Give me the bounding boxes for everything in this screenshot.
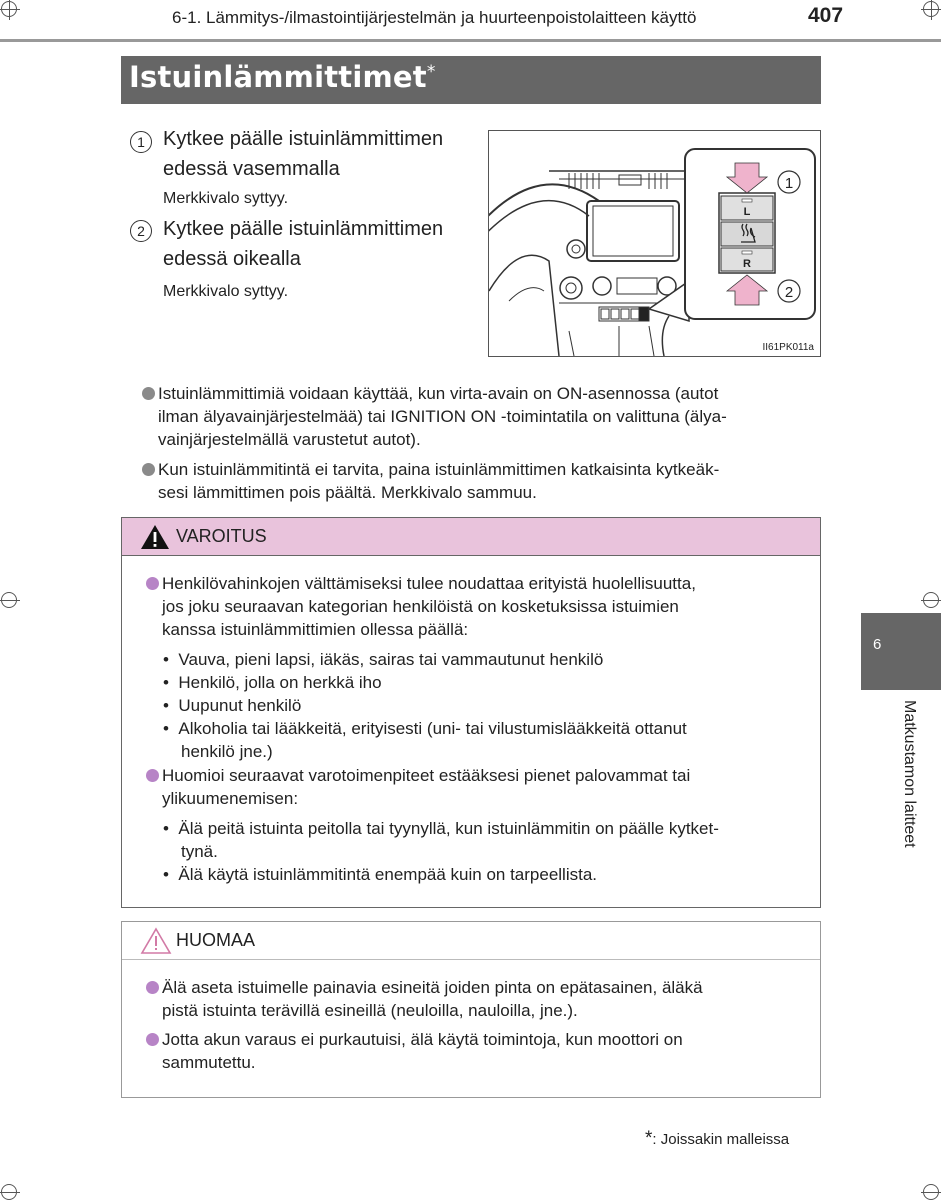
list-item: • Alkoholia tai lääkkeitä, erityisesti (uni- tai vilustumislääkkeitä ottanut <box>163 719 687 738</box>
footnote-mark: * <box>645 1128 653 1149</box>
note-line: ilman älyavainjärjestelmää) tai IGNITION ON -toimintatila on valittuna (älya- <box>158 407 727 426</box>
list-item-continuation: tynä. <box>181 842 218 861</box>
warning-label: VAROITUS <box>176 526 267 546</box>
note-paragraph <box>142 382 822 451</box>
section-asterisk: * <box>426 62 436 82</box>
switch-label-left: L <box>743 206 751 218</box>
running-header: 6-1. Lämmitys-/ilmastointijärjestelmän ja huurteenpoistolaitteen käyttö <box>172 8 697 27</box>
bullet-dot-icon <box>146 1033 159 1046</box>
callout-number: 1 <box>784 175 794 192</box>
crop-mark <box>1 1 17 17</box>
notice-line: pistä istuinta terävillä esineillä (neuloilla, nauloilla, jne.). <box>162 1001 578 1020</box>
note-line: vainjärjestelmällä varustetut autot). <box>158 430 421 449</box>
crop-mark <box>923 1 939 17</box>
item-title <box>163 124 443 184</box>
footnote <box>645 1128 789 1150</box>
notice-paragraph <box>146 1028 812 1074</box>
item-subtext: Merkkivalo syttyy. <box>163 283 289 300</box>
warning-line <box>146 572 812 595</box>
warning-paragraph <box>146 572 812 641</box>
section-title <box>129 60 436 94</box>
notice-label: HUOMAA <box>176 930 256 950</box>
crop-mark <box>923 1184 939 1200</box>
header-divider <box>0 39 941 42</box>
item-number-badge: 1 <box>130 131 152 153</box>
warning-line: jos joku seuraavan kategorian henkilöistä on kosketuksissa istuimien <box>162 597 679 616</box>
note-text: Kun istuinlämmitintä ei tarvita, paina istuinlämmittimen katkaisinta kytkeäk- <box>158 460 720 479</box>
bullet-dot-icon <box>146 769 159 782</box>
item-number-badge: 2 <box>130 220 152 242</box>
warning-list <box>163 648 813 763</box>
list-item-continuation: henkilö jne.) <box>181 742 273 761</box>
caution-triangle-icon <box>140 927 172 955</box>
notice-text: Älä aseta istuimelle painavia esineitä joiden pinta on epätasainen, äläkä <box>162 978 703 997</box>
warning-paragraph <box>146 764 812 810</box>
dashboard-drawing <box>489 131 820 356</box>
crop-mark <box>1 1184 17 1200</box>
item-subtext: Merkkivalo syttyy. <box>163 190 289 207</box>
notice-paragraph <box>146 976 812 1022</box>
list-item-text: Uupunut henkilö <box>178 696 302 715</box>
warning-line <box>146 764 812 787</box>
list-item-text: Vauva, pieni lapsi, iäkäs, sairas tai vammautunut henkilö <box>178 650 604 669</box>
list-item: • Uupunut henkilö <box>163 696 302 715</box>
list-item: • Älä peitä istuinta peitolla tai tyynyllä, kun istuinlämmitin on päälle kytket- <box>163 819 719 838</box>
item-title-line: edessä oikealla <box>163 248 301 270</box>
note-text: Istuinlämmittimiä voidaan käyttää, kun virta-avain on ON-asennossa (autot <box>158 384 719 403</box>
notice-line <box>146 976 812 999</box>
item-title-line: edessä vasemmalla <box>163 158 340 180</box>
warning-line: kanssa istuinlämmittimien ollessa päällä: <box>162 620 469 639</box>
list-item: • Älä käytä istuinlämmitintä enempää kuin on tarpeellista. <box>163 865 598 884</box>
chapter-title <box>858 700 918 880</box>
list-item-text: Henkilö, jolla on herkkä iho <box>178 673 382 692</box>
bullet-dot-icon <box>142 463 155 476</box>
list-item: • Henkilö, jolla on herkkä iho <box>163 673 382 692</box>
chapter-number: 6 <box>873 636 882 653</box>
list-item-text: Alkoholia tai lääkkeitä, erityisesti (uni- tai vilustumislääkkeitä ottanut <box>178 719 687 738</box>
notice-line <box>146 1028 812 1051</box>
bullet-dot-icon <box>142 387 155 400</box>
item-title <box>163 214 443 274</box>
item-title-line: Kytkee päälle istuinlämmittimen <box>163 128 444 150</box>
crop-mark <box>1 592 17 608</box>
footnote-text: : Joissakin malleissa <box>652 1131 790 1148</box>
switch-label-right: R <box>743 258 751 270</box>
seat-heater-illustration <box>488 130 821 357</box>
notice-line: sammutettu. <box>162 1053 256 1072</box>
warning-list <box>163 817 813 886</box>
callout-number: 2 <box>784 284 794 301</box>
list-item-text: Älä peitä istuinta peitolla tai tyynyllä, kun istuinlämmitin on päälle kytket- <box>178 819 719 838</box>
note-paragraph <box>142 458 822 504</box>
warning-text: Huomioi seuraavat varotoimenpiteet estääksesi pienet palovammat tai <box>162 766 691 785</box>
note-line: sesi lämmittimen pois päältä. Merkkivalo sammuu. <box>158 483 537 502</box>
warning-text: Henkilövahinkojen välttämiseksi tulee noudattaa erityistä huolellisuutta, <box>162 574 696 593</box>
note-line <box>142 458 822 481</box>
item-title-line: Kytkee päälle istuinlämmittimen <box>163 218 444 240</box>
figure-code: II61PK011a <box>762 342 814 353</box>
bullet-dot-icon <box>146 981 159 994</box>
note-line <box>142 382 822 405</box>
chapter-title-text: Matkustamon laitteet <box>901 700 918 848</box>
notice-text: Jotta akun varaus ei purkautuisi, älä käytä toimintoja, kun moottori on <box>162 1030 683 1049</box>
page-number: 407 <box>808 4 844 27</box>
list-item: • Vauva, pieni lapsi, iäkäs, sairas tai vammautunut henkilö <box>163 650 604 669</box>
warning-triangle-icon <box>140 524 170 550</box>
section-title-text: Istuinlämmittimet <box>129 60 427 94</box>
list-item-text: Älä käytä istuinlämmitintä enempää kuin on tarpeellista. <box>178 865 598 884</box>
bullet-dot-icon <box>146 577 159 590</box>
warning-line: ylikuumenemisen: <box>162 789 299 808</box>
crop-mark <box>923 592 939 608</box>
